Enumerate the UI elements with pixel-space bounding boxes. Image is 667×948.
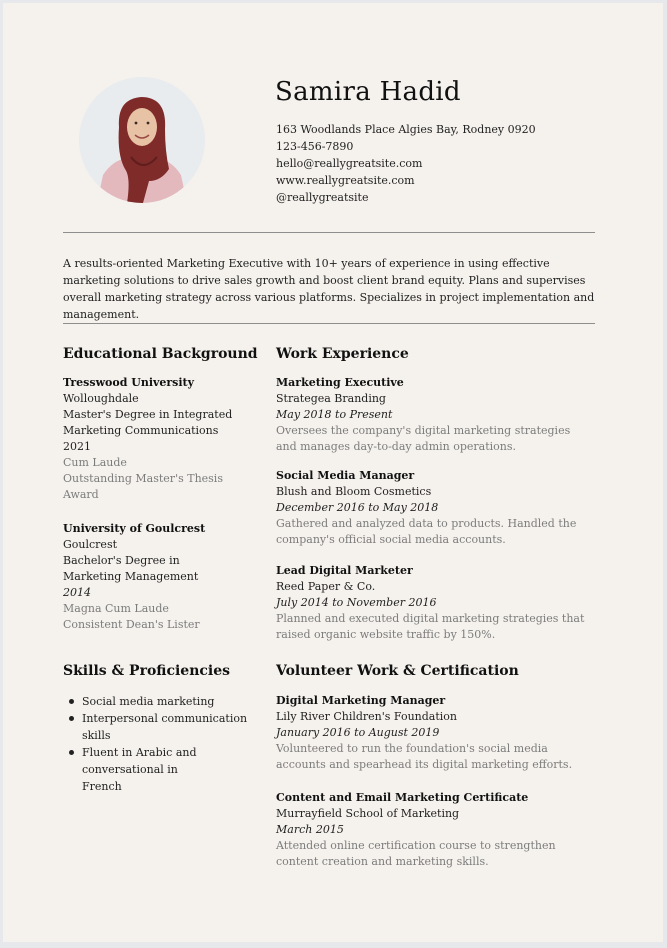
work-heading: Work Experience <box>276 346 409 362</box>
honor: Cum Laude <box>63 456 127 469</box>
certificate-title: Content and Email Marketing Certificate <box>276 791 529 804</box>
skill-text: Social media marketing <box>82 695 215 708</box>
job-description: Oversees the company's digital marketing strategies and manages day-to-day admin operations. <box>276 424 571 453</box>
phone-number: 123-456-7890 <box>276 140 354 153</box>
company-name: Reed Paper & Co. <box>276 580 376 593</box>
work-entry <box>276 563 591 643</box>
school-name: Tresswood University <box>63 376 195 389</box>
job-dates: July 2014 to November 2016 <box>276 596 437 609</box>
contact-details <box>276 121 536 206</box>
degree: Bachelor's Degree in Marketing Management <box>63 554 199 583</box>
resume-page <box>3 3 663 942</box>
bullet-icon <box>69 750 74 755</box>
portrait-illustration <box>79 77 205 203</box>
website: www.reallygreatsite.com <box>276 174 415 187</box>
organization: Lily River Children's Foundation <box>276 710 457 723</box>
divider-middle <box>63 323 595 324</box>
role-description: Volunteered to run the foundation's social media accounts and spearhead its digital marketing efforts. <box>276 742 573 771</box>
graduation-year: 2021 <box>63 440 91 453</box>
job-dates: December 2016 to May 2018 <box>276 501 439 514</box>
list-item <box>63 710 253 744</box>
divider-top <box>63 232 595 233</box>
role-title: Digital Marketing Manager <box>276 694 446 707</box>
job-dates: May 2018 to Present <box>276 408 393 421</box>
profile-photo <box>79 77 205 203</box>
education-entry <box>63 375 238 503</box>
education-entry <box>63 521 238 633</box>
work-entry <box>276 468 591 548</box>
role-dates: January 2016 to August 2019 <box>276 726 440 739</box>
job-description: Planned and executed digital marketing strategies that raised organic website traffic by 150%. <box>276 612 585 641</box>
volunteer-heading: Volunteer Work & Certification <box>276 663 519 679</box>
address: 163 Woodlands Place Algies Bay, Rodney 0920 <box>276 123 536 136</box>
education-heading: Educational Background <box>63 346 258 362</box>
candidate-name: Samira Hadid <box>275 77 461 107</box>
bullet-icon <box>69 699 74 704</box>
work-entry <box>276 375 591 455</box>
degree: Master's Degree in Integrated Marketing Communications <box>63 408 233 437</box>
volunteer-entry <box>276 693 594 773</box>
skill-text: Interpersonal communication skills <box>82 712 248 742</box>
bullet-icon <box>69 716 74 721</box>
job-description: Gathered and analyzed data to products. Handled the company's official social media accounts. <box>276 517 577 546</box>
certificate-date: March 2015 <box>276 823 344 836</box>
graduation-year: 2014 <box>63 586 91 599</box>
skills-heading: Skills & Proficiencies <box>63 663 231 679</box>
professional-summary: A results-oriented Marketing Executive with 10+ years of experience in using effective marketing solutions to drive sales growth and boost client brand equity. Plans and supervises overall marketing strategy across various platforms. Specializes in project implementation and management. <box>63 257 595 321</box>
school-name: University of Goulcrest <box>63 522 206 535</box>
school-location: Wolloughdale <box>63 392 139 405</box>
honor: Magna Cum Laude <box>63 602 169 615</box>
job-title: Marketing Executive <box>276 376 404 389</box>
certificate-description: Attended online certification course to strengthen content creation and marketing skills. <box>276 839 556 868</box>
company-name: Blush and Bloom Cosmetics <box>276 485 432 498</box>
honor: Consistent Dean's Lister <box>63 618 200 631</box>
list-item <box>63 693 253 710</box>
skill-text: Fluent in Arabic and conversational in French <box>82 746 197 793</box>
certification-entry <box>276 790 594 870</box>
organization: Murrayfield School of Marketing <box>276 807 460 820</box>
email-address: hello@reallygreatsite.com <box>276 157 423 170</box>
skills-list <box>63 693 253 795</box>
job-title: Lead Digital Marketer <box>276 564 413 577</box>
school-location: Goulcrest <box>63 538 118 551</box>
job-title: Social Media Manager <box>276 469 415 482</box>
honor: Outstanding Master's Thesis Award <box>63 472 223 501</box>
list-item <box>63 744 202 795</box>
company-name: Strategea Branding <box>276 392 386 405</box>
social-handle: @reallygreatsite <box>276 191 369 204</box>
